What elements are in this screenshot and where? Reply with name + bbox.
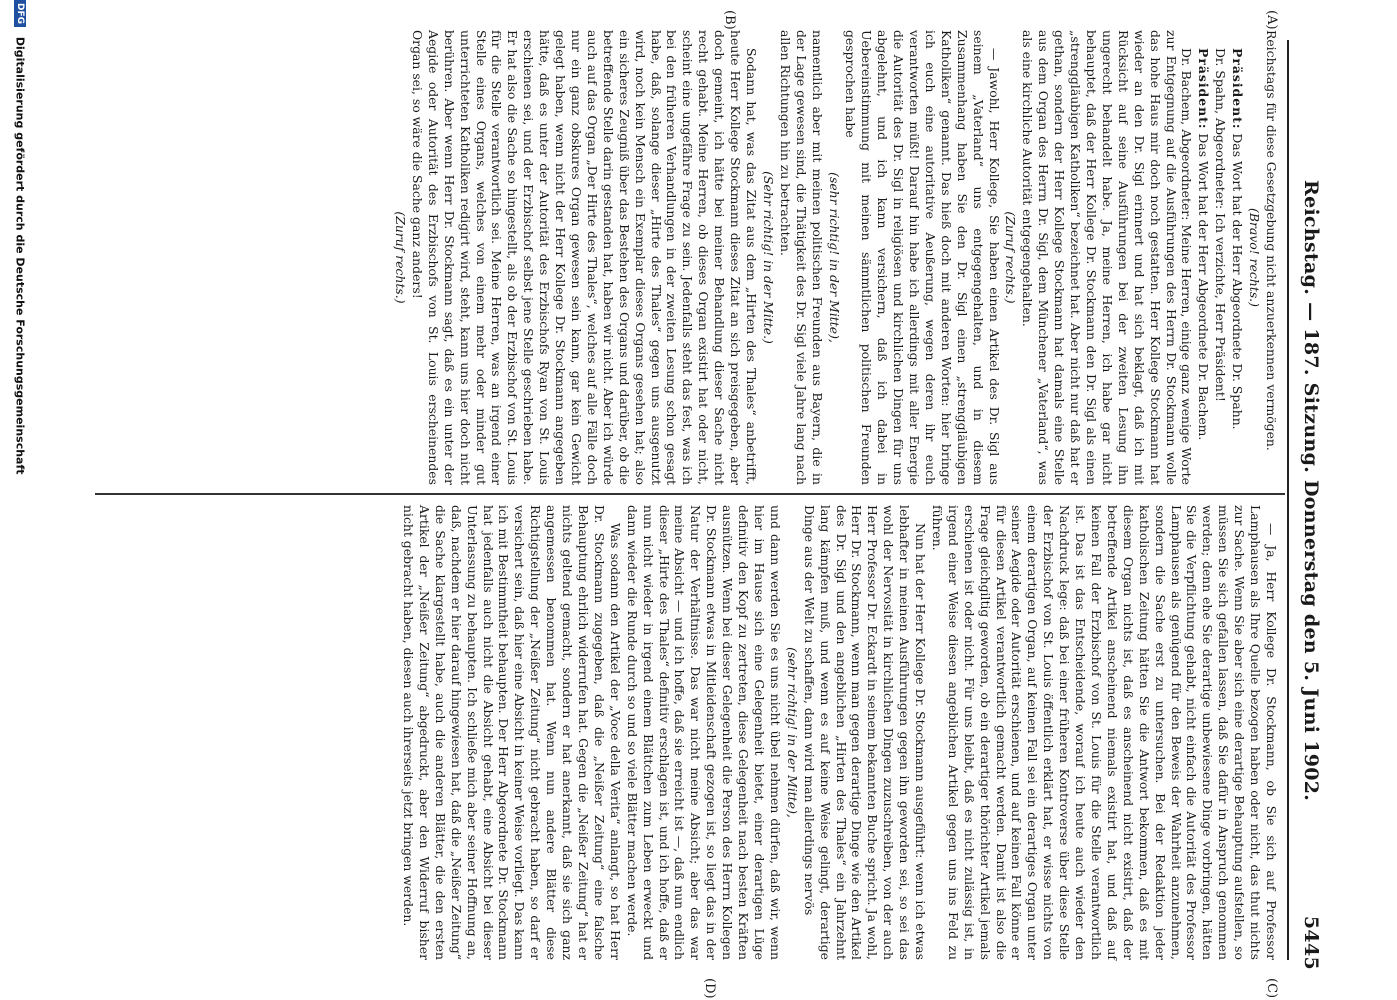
paragraph-text: — Jawohl, Herr Kollege, Sie haben einen Artikel des Dr. Sigl aus seinem „Vaterland“ uns entgegengehalten, und in diesem Zusammenhang haben Sie den Dr. Sigl einen „strenggläubigen Katholiken“ genannt. Das hieß doch mit anderen Worten: hier bringe ich euch eine autoritative Aeußerung, wegen deren ihr euch verantworten müßt! Darauf hin habe ich allerdings mit aller Energie die Autorität des Dr. Sigl in religiösen und kirchlichen Dingen für uns abgelehnt, und ich kann versichern, daß ich dabei in Uebereinstimmung mit meinen sämmtlichen politischen Freunden gesprochen habe <box>843 30 1002 485</box>
paragraph <box>929 505 1279 960</box>
paragraph-text: Das Wort hat der Herr Abgeordnete Dr. Spahn. <box>1230 133 1246 430</box>
right-text-column <box>99 505 1279 960</box>
paragraph <box>1003 30 1019 485</box>
paragraph <box>624 505 783 960</box>
margin-mark-a: (A) <box>1264 10 1279 30</box>
paragraph-text: (Bravo! rechts.) <box>1247 208 1263 307</box>
paragraph-text: (sehr richtig! in der Mitte), <box>784 647 800 818</box>
speaker-label: Präsident: <box>1230 48 1246 130</box>
paragraph-text: (Zuruf rechts.) <box>1003 211 1019 304</box>
paragraph <box>400 505 623 960</box>
margin-mark-c: (C) <box>1264 978 1279 999</box>
left-text-column <box>99 30 1279 485</box>
paragraph-text: Sodann hat, was das Zitat aus dem „Hirten des Thales“ anbetrifft, heute Herr Kollege Stockmann dieses Zitat an sich preisgegeben, aber doch gemeint, ich hätte bei meiner Behandlung dieser Sache nicht recht gehabt. Meine Herren, ob dieses Organ existirt hat oder nicht, scheint eine ungefähre Frage zu sein. Jedenfalls steht das fest, was ich bei den früheren Verhandlungen in der zweiten Lesung schon gesagt habe, daß, solange dieser „Hirte des Thales“ gegen uns ausgenutzt wird, noch kein Mensch ein Exemplar dieses Organs gesehen hat; also ein sicheres Zeugniß über das Bestehen des Organs und darüber, ob die betreffende Stelle darin gestanden hat, haben wir nicht. Aber ich würde auch auf das Organ „Der Hirte des Thales“, welches auf alle Fälle doch nur ein ganz obskures Organ gewesen sein kann, gar kein Gewicht gelegt haben, wenn nicht der Herr Kollege Dr. Stockmann angegeben hätte, daß es unter der Autorität des Erzbischofs Ryan von St. Louis erschienen sei, und der Erzbischof selbst jene Stelle geschrieben habe. Er hat also die Sache so hingestellt, als ob der Erzbischof von St. Louis für die Stelle verantwortlich sei. Meine Herren, was an irgend einer Stelle eines Organs, welches von einem mehr oder minder gut unterrichteten Katholiken redigirt wird, steht, kann uns hier doch nicht berühren. Aber wenn Herr Dr. Stockmann sagt, daß es ein unter der Aegide oder Autorität des Erzbischofs von St. Louis erscheinendes Organ sei, so wäre die Sache ganz anders! <box>409 30 759 485</box>
paragraph <box>843 30 1002 485</box>
paragraph-text: Dr. Spahn, Abgeordneter: Ich verzichte, Herr Präsident! <box>1213 48 1229 402</box>
page-footer <box>9 0 27 1000</box>
paragraph <box>826 30 842 485</box>
page-header <box>1292 30 1322 970</box>
paragraph-text: Dr. Bachem, Abgeordneter: Meine Herren, einige ganz wenige Worte zur Entgegnung auf die Ausführungen des Herrn Dr. Stockmann wolle das hohe Haus mir doch noch gestatten. Herr Kollege Stockmann hat wieder an den Dr. Sigl erinnert und hat sich beklagt, daß ich mit Rücksicht auf seine Ausführungen bei der zweiten Lesung ihn ungerecht behandelt habe. Ja, meine Herren, ich habe gar nicht behauptet, daß der Herr Kollege Dr. Stockmann den Dr. Sigl als einen „strenggläubigen Katholiken“ bezeichnet hat. Aber nicht nur daß hat er gethan, sondern der Herr Kollege Stockmann hat damals eine Stelle aus dem Organ des Herrn Dr. Sigl, dem Münchener „Vaterland“, was als eine kirchliche Autorität entgegengehalten. <box>1020 30 1195 485</box>
margin-mark-d: (D) <box>702 978 717 999</box>
speaker-label: Präsident: <box>1196 48 1212 130</box>
column-divider <box>95 493 1285 495</box>
footer-credit: Digitalisierung gefördert durch die Deutsche Forschungsgemeinschaft <box>13 36 27 475</box>
page-number: 5445 <box>1300 915 1322 970</box>
paragraph-text: namentlich aber mit meinen politischen Freunden aus Bayern, die in der Lage gewesen sind, die Thätigkeit des Dr. Sigl viele Jahre lang nach allen Richtungen hin zu betrachten. <box>777 30 825 485</box>
paragraph <box>784 505 800 960</box>
paragraph <box>1229 30 1245 485</box>
paragraph-text: (sehr richtig! in der Mitte), <box>826 172 842 343</box>
running-head: Reichstag. — 187. Sitzung. Donnerstag den 5. Juni 1902. <box>1300 180 1322 802</box>
paragraph <box>392 30 408 485</box>
header-rule <box>1287 40 1289 960</box>
paragraph <box>801 505 928 960</box>
paragraph <box>777 30 825 485</box>
paragraph <box>1195 30 1211 485</box>
paragraph-text: Was sodann den Artikel der „Voce della Verita“ anlangt, so hat Herr Dr. Stockmann zugegeben, daß die „Neißer Zeitung“ eine falsche Behauptung ehrlich widerrufen hat. Gegen die „Neißer Zeitung“ hat er nichts geltend gemacht, sondern er hat anerkannt, daß sie sich ganz angemessen benommen hat. Wenn nun andere Blätter diese Richtigstellung der „Neißer Zeitung“ nicht gebracht haben, so darf er versichert sein, daß hier eine Absicht in keiner Weise vorliegt. Das kann ich mit Bestimmtheit behaupten. Der Herr Abgeordnete Dr. Stockmann hat jedenfalls auch nicht die Absicht gehabt, eine Absicht bei dieser Unterlassung zu behaupten. Ich schließe mich aber seiner Hoffnung an, daß, nachdem er hier darauf hingewiesen hat, daß die „Neißer Zeitung“ die Sache klargestellt habe, auch die anderen Blätter, die den ersten Artikel der „Neißer Zeitung“ abgedruckt, aber den Widerruf bisher nicht gebracht haben, diesen auch ihrerseits jetzt bringen werden. <box>401 505 623 960</box>
paragraph-text: Nun hat der Herr Kollege Dr. Stockmann ausgeführt: wenn ich etwas lebhafter in meinen Ausführungen gegen ihn geworden sei, so sei das wohl der Nervosität in kirchlichen Dingen zuzuschreiben, von der auch Herr Professor Dr. Eckardt in seinem bekannten Buche spricht. Ja wohl, Herr Dr. Stockmann, wenn man gegen derartige Dinge wie den Artikel des Dr. Sigl und den angeblichen „Hirten des Thales“ ein Jahrzehnt lang kämpfen muß, und wenn es auf keine Weise gelingt, derartige Dinge aus der Welt zu schaffen, dann wird man allerdings nervös <box>801 505 929 960</box>
paragraph <box>1263 30 1279 485</box>
margin-mark-b: (B) <box>722 10 737 30</box>
paragraph <box>409 30 759 485</box>
paragraph <box>1020 30 1195 485</box>
paragraph <box>1212 30 1228 485</box>
paragraph-text: Reichstags für diese Gesetzgebung nicht anzuerkennen vermögen. <box>1264 30 1279 451</box>
paragraph-text: und dann werden Sie es uns nicht übel nehmen dürfen, daß wir, wenn hier im Hause sich eine Gelegenheit bietet, einer derartigen Lüge definitiv den Kopf zu zertreten, diese Gelegenheit nach besten Kräften ausnützen. Wenn bei dieser Gelegenheit die Person des Herrn Kollegen Dr. Stockmann etwas in Mitleidenschaft gezogen ist, so liegt das in der Natur der Verhältnisse. Das war nicht meine Absicht; aber das war meine Absicht — und ich hoffe, daß sie erreicht ist —, daß nun endlich dieser „Hirte des Thales“ definitiv erschlagen ist, und ich hoffe, daß er nun nicht wieder in irgend einem Blättchen zum Leben erweckt und dann wieder die Runde durch so und so viele Blätter machen werde. <box>624 505 783 960</box>
dfg-logo: DFG <box>14 0 26 27</box>
paragraph-text: — Ja, Herr Kollege Dr. Stockmann, ob Sie sich auf Professor Lamphausen als Ihre Quelle bezogen haben oder nicht, das thut nichts zur Sache. Wenn Sie aber sich eine derartige Behauptung aufstellen, so müssen Sie sich gefallen lassen, daß Sie dafür in Anspruch genommen werden; denn ehe Sie derartige unbewiesene Dinge vorbringen, hätten Sie die Verpflichtung gehabt, nicht einfach die Autorität des Professor Lamphausen als genügend für den Beweis der Wahrheit anzunehmen, sondern die Sache erst zu untersuchen. Bei der Redaktion jeder katholischen Zeitung hätten Sie die Antwort bekommen, daß es mit diesem Organ nichts ist, daß es anscheinend nicht existirt, daß der betreffende Artikel anscheinend niemals existirt hat, und daß auf keinen Fall der Erzbischof von St. Louis für die Stelle verantwortlich ist. Das ist das Entscheidende, worauf ich heute auch wieder den Nachdruck lege: daß bei einer früheren Kontroverse über diese Stelle der Erzbischof von St. Louis öffentlich erklärt hat, er wisse nichts von einem derartigen Organ, auf keinen Fall sei ein derartiges Organ unter seiner Aegide oder Autorität erschienen, und auf keinen Fall könne er für diesen Artikel verantwortlich gemacht werden. Damit ist also die Frage gleichgiltig geworden, ob ein derartiger thörichter Artikel jemals erschienen ist oder nicht. Für uns bleibt, daß es nicht zulässig ist, in irgend einer Weise diesen angeblichen Artikel gegen uns ins Feld zu führen. <box>929 505 1279 960</box>
paragraph-text: (Sehr richtig! in der Mitte.) <box>760 171 776 344</box>
paragraph <box>760 30 776 485</box>
paragraph-text: (Zuruf rechts.) <box>393 211 409 304</box>
paragraph-text: Das Wort hat der Herr Abgeordnete Dr. Bachem. <box>1196 133 1212 441</box>
paragraph <box>1246 30 1262 485</box>
